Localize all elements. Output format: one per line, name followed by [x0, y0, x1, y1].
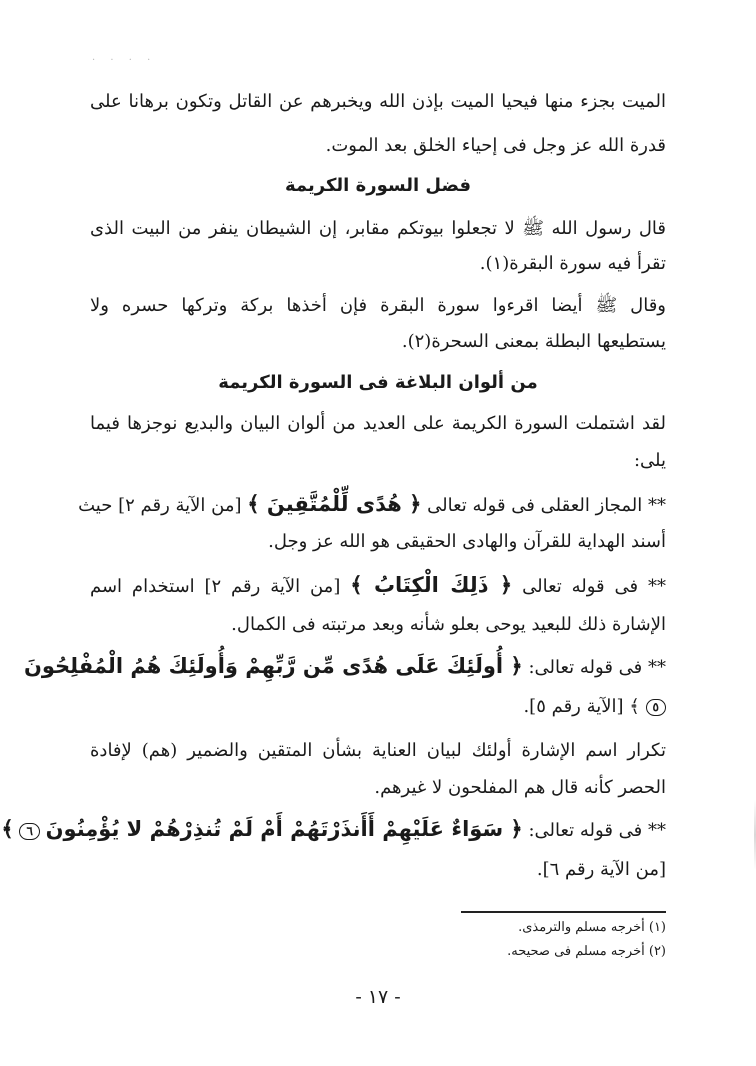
hadith-line: قال رسول الله ﷺ لا تجعلوا بيوتكم مقابر، إن الشيطان ينفر من البيت الذى: [90, 218, 666, 239]
point-prefix: ** فى قوله تعالى: [522, 576, 666, 597]
point-reference: [من الآية رقم ٢] حيث: [78, 495, 242, 516]
point-line: [1, 815, 666, 845]
quran-quote: ﴿ ذَلِكَ الْكِتَابُ ﴾: [350, 573, 513, 597]
point-prefix: ** فى قوله تعالى:: [528, 657, 666, 678]
point-line: [78, 490, 666, 520]
point-line: [90, 571, 666, 601]
paragraph-line: قدرة الله عز وجل فى إحياء الخلق بعد الموت.: [325, 135, 666, 156]
footnote-2: (٢) أخرجه مسلم فى صحيحه.: [507, 944, 666, 959]
point-line: [من الآية رقم ٦].: [536, 859, 666, 880]
point-prefix: ** المجاز العقلى فى قوله تعالى: [427, 495, 666, 516]
hadith-line: يستطيعها البطلة بمعنى السحرة(٢).: [401, 331, 666, 352]
quran-quote: ﴿ سَوَاءٌ عَلَيْهِمْ أَأَنذَرْتَهُمْ أَمْ لَمْ تُنذِرْهُمْ لا يُؤْمِنُونَ: [45, 817, 523, 841]
quran-quote: ﴿ أُولَئِكَ عَلَى هُدًى مِّن رَّبِّهِمْ وَأُولَئِكَ هُمُ الْمُفْلِحُونَ: [23, 654, 523, 678]
hadith-line: تقرأ فيه سورة البقرة(١).: [479, 253, 666, 274]
explanation-line: تكرار اسم الإشارة أولئك لبيان العناية بشأن المتقين والضمير (هم) لإفادة: [90, 740, 666, 761]
point-prefix: ** فى قوله تعالى:: [528, 820, 666, 841]
ayah-number-mark: ٦: [19, 823, 39, 840]
point-line: [90, 693, 666, 721]
ayah-number-mark: ٥: [646, 699, 666, 716]
scan-artifact: · · · ·: [92, 55, 157, 66]
section-heading-rhetoric: من ألوان البلاغة فى السورة الكريمة: [218, 372, 538, 393]
point-line: الإشارة ذلك للبعيد يوحى بعلو شأنه وبعد مرتبته فى الكمال.: [231, 614, 666, 635]
point-reference: ﴾ [الآية رقم ٥].: [523, 696, 640, 717]
quran-close-bracket: ﴾: [1, 817, 14, 841]
hadith-line: وقال ﷺ أيضا اقرءوا سورة البقرة فإن أخذها بركة وتركها حسره ولا: [90, 295, 666, 316]
point-line: أسند الهداية للقرآن والهادى الحقيقى هو الله عز وجل.: [268, 531, 666, 552]
section-heading-virtue: فضل السورة الكريمة: [285, 175, 471, 196]
footnote-1: (١) أخرجه مسلم والترمذى.: [518, 920, 666, 935]
point-reference: [من الآية رقم ٢] استخدام اسم: [90, 576, 341, 597]
explanation-line: الحصر كأنه قال هم المفلحون لا غيرهم.: [374, 777, 666, 798]
footnote-divider: [461, 911, 666, 913]
point-line: [23, 652, 666, 682]
page-number: - ١٧ -: [355, 986, 401, 1008]
intro-line: يلى:: [633, 450, 666, 471]
quran-quote: ﴿ هُدًى لِّلْمُتَّقِينَ ﴾: [247, 492, 422, 516]
intro-line: لقد اشتملت السورة الكريمة على العديد من ألوان البيان والبديع نوجزها فيما: [90, 413, 666, 434]
paragraph-line: الميت بجزء منها فيحيا الميت بإذن الله ويخبرهم عن القاتل وتكون برهانا على: [90, 91, 666, 112]
